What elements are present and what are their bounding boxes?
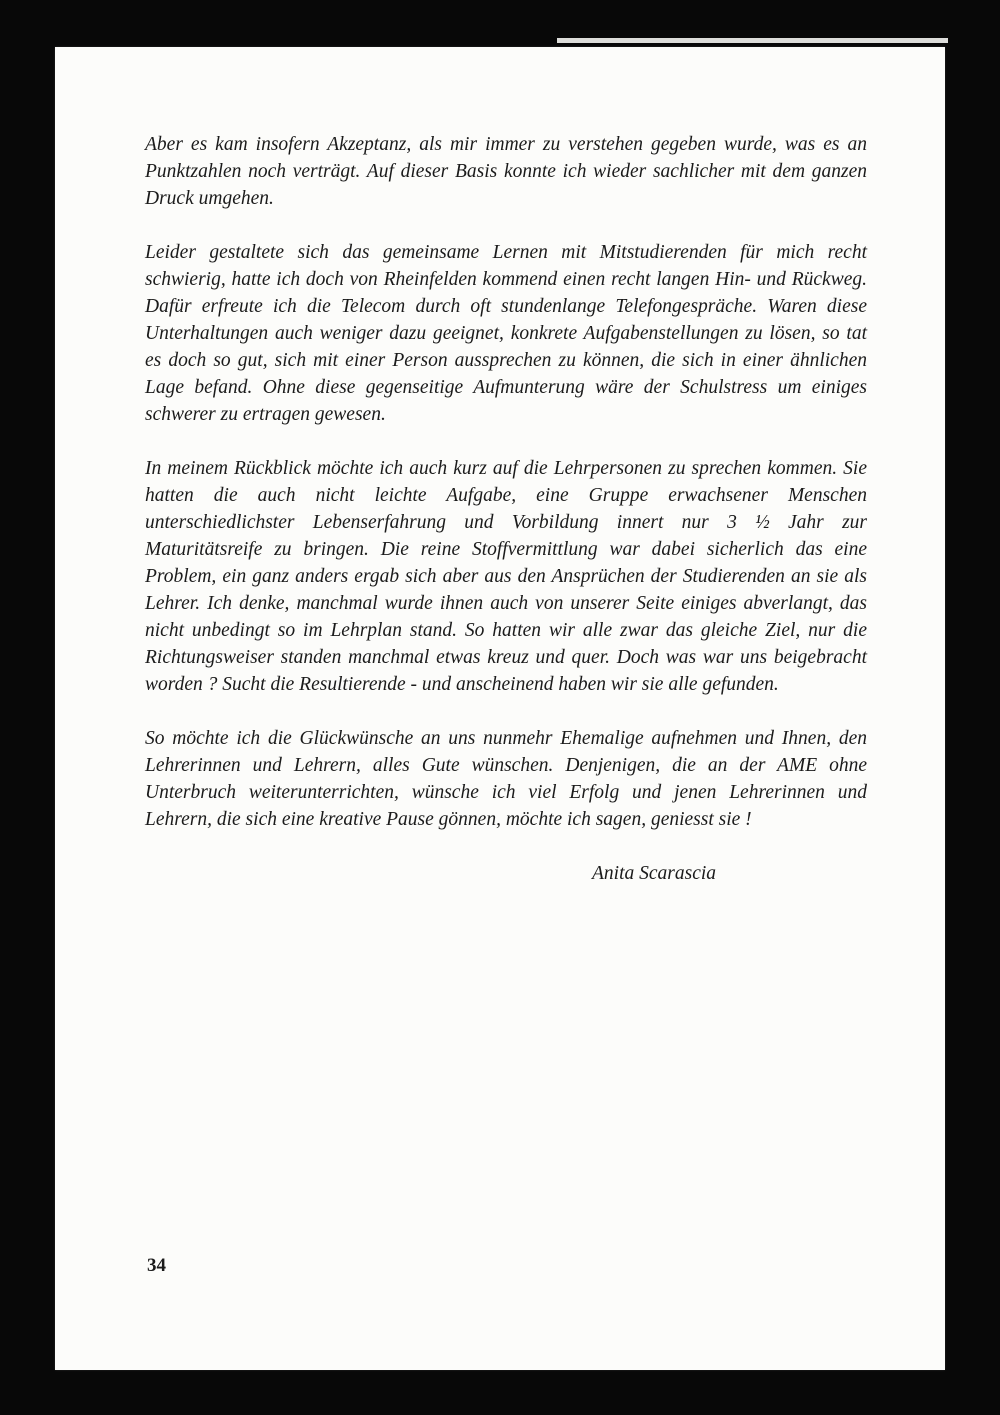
- page-number: 34: [147, 1255, 166, 1276]
- paragraph: Aber es kam insofern Akzeptanz, als mir immer zu verstehen gegeben wurde, was es an Punktzahlen noch verträgt. Auf dieser Basis konnte ich wieder sachlicher mit dem ganzen Druck umgehen.: [145, 134, 867, 209]
- paragraph: In meinem Rückblick möchte ich auch kurz auf die Lehrpersonen zu sprechen kommen. Sie hatten die auch nicht leichte Aufgabe, eine Gruppe erwachsener Menschen unterschiedlichster Lebenserfahrung und Vorbildung innert nur 3 ½ Jahr zur Maturitätsreife zu bringen. Die reine Stoffvermittlung war dabei sicherlich das eine Problem, ein ganz anders ergab sich aber aus den Ansprüchen der Studierenden an sie als Lehrer. Ich denke, manchmal wurde ihnen auch von unserer Seite einiges abverlangt, das nicht unbedingt so im Lehrplan stand. So hatten wir alle zwar das gleiche Ziel, nur die Richtungsweiser standen manchmal etwas kreuz und quer. Doch was war uns beigebracht worden ? Sucht die Resultierende - und anscheinend haben wir sie alle gefunden.: [145, 458, 867, 695]
- signature: Anita Scarascia: [592, 863, 717, 884]
- paragraph: So möchte ich die Glückwünsche an uns nunmehr Ehemalige aufnehmen und Ihnen, den Lehrerinnen und Lehrern, alles Gute wünschen. Denjenigen, die an der AME ohne Unterbruch weiterunterrichten, wünsche ich viel Erfolg und jenen Lehrerinnen und Lehrern, die sich eine kreative Pause gönnen, möchte ich sagen, geniesst sie !: [145, 728, 867, 830]
- scan-edge-artifact: [557, 38, 948, 43]
- paragraph: Leider gestaltete sich das gemeinsame Lernen mit Mitstudierenden für mich recht schwierig, hatte ich doch von Rheinfelden kommend einen recht langen Hin- und Rückweg. Dafür erfreute ich die Telecom durch oft stundenlange Telefongespräche. Waren diese Unterhaltungen auch weniger dazu geeignet, konkrete Aufgabenstellungen zu lösen, so tat es doch so gut, sich mit einer Person aussprechen zu können, die sich in einer ähnlichen Lage befand. Ohne diese gegenseitige Aufmunterung wäre der Schulstress um einiges schwerer zu ertragen gewesen.: [145, 242, 867, 425]
- page-text-block: [145, 131, 867, 887]
- document-page: [55, 47, 945, 1370]
